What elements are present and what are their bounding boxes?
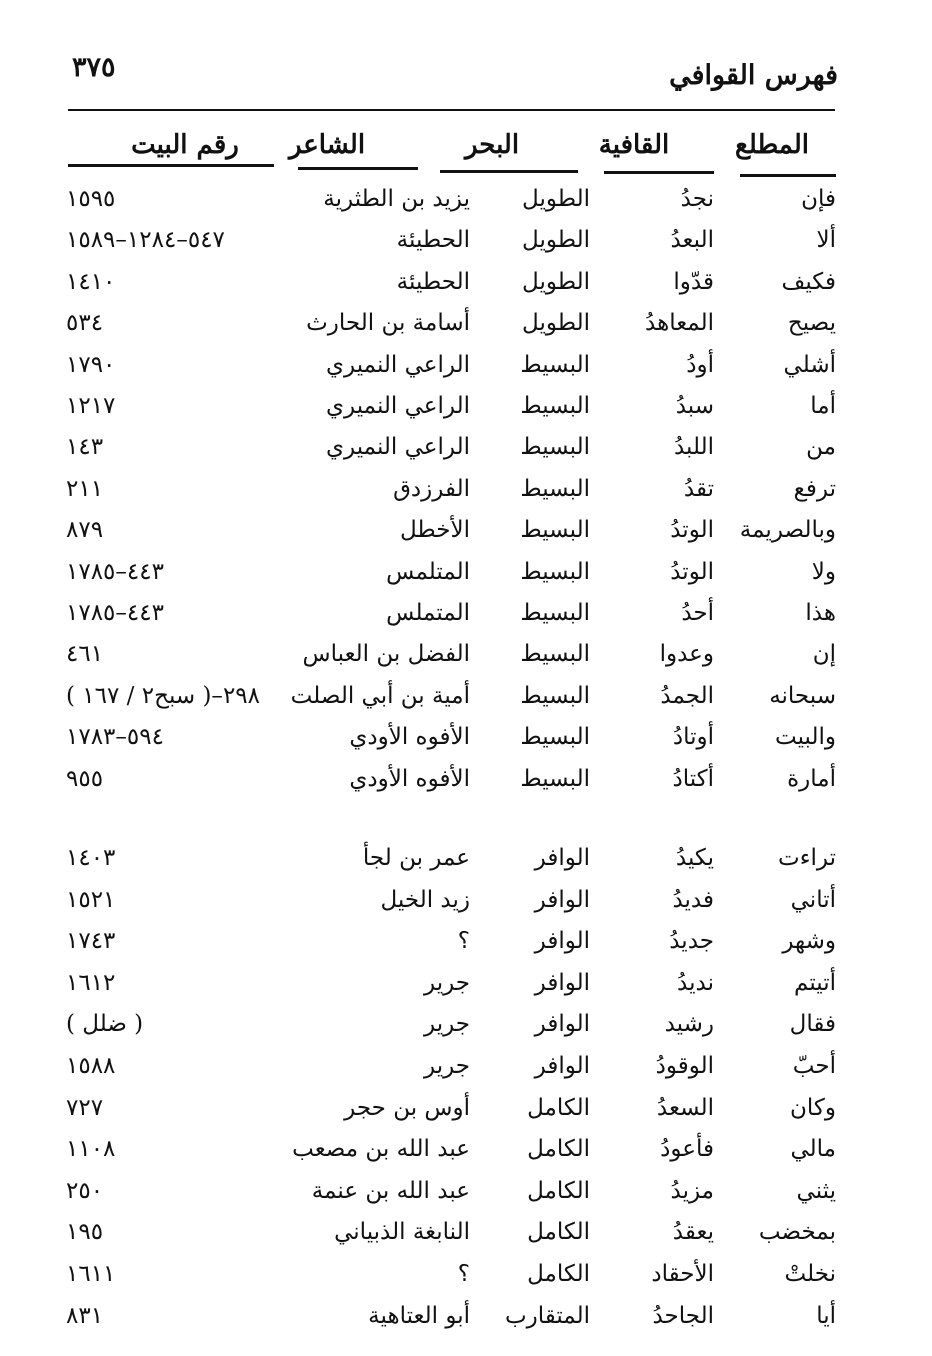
verse-number: ١٤١٠ <box>66 268 116 295</box>
index-row <box>0 476 932 516</box>
column-header-rhyme: القافية <box>598 130 670 160</box>
poet-name: الأفوه الأودي <box>349 765 470 792</box>
poet-name: عبد الله بن عنمة <box>311 1177 470 1204</box>
poet-name: أمية بن أبي الصلت <box>290 682 470 709</box>
opening-word: فقال <box>789 1011 836 1038</box>
rhyme-word: فأعودُ <box>660 1136 714 1163</box>
index-row <box>0 269 932 309</box>
column-header-verse-number: رقم البيت <box>131 130 239 160</box>
rhyme-word: رشيد <box>664 1011 714 1038</box>
index-row <box>0 559 932 599</box>
header-rule-meter <box>440 170 578 173</box>
opening-word: والبيت <box>775 724 836 751</box>
poet-name: الحطيئة <box>396 227 470 254</box>
poet-name: المتملس <box>386 600 470 626</box>
index-row <box>0 766 932 806</box>
meter-name: البسيط <box>520 600 590 626</box>
poet-name: الراعي النميري <box>326 434 470 461</box>
poet-name: الحطيئة <box>396 268 470 295</box>
rhyme-word: نجدُ <box>680 186 714 212</box>
meter-name: الطويل <box>522 227 590 254</box>
opening-word: ألا <box>816 227 836 254</box>
verse-number: ٥٩٤–١٧٨٣ <box>66 724 164 751</box>
opening-word: فإن <box>801 186 836 212</box>
verse-number: ٩٥٥ <box>66 765 104 792</box>
verse-number: ١٦١٢ <box>66 969 116 996</box>
rhyme-word: تقدُ <box>683 475 714 502</box>
meter-name: المتقارب <box>504 1302 590 1329</box>
rhyme-word: قدّوا <box>673 268 714 295</box>
rhyme-word: اللبدُ <box>673 434 714 461</box>
meter-name: الكامل <box>527 1261 590 1287</box>
poet-name: زيد الخيل <box>380 886 470 913</box>
meter-name: البسيط <box>520 724 590 751</box>
meter-name: الطويل <box>522 310 590 337</box>
verse-number: ٤٦١ <box>66 641 104 668</box>
poet-name: أبو العتاهية <box>368 1302 470 1329</box>
verse-number: ١٥٩٥ <box>66 186 116 212</box>
opening-word: أيا <box>816 1302 836 1329</box>
meter-name: البسيط <box>520 558 590 585</box>
poet-name: المتلمس <box>386 558 470 585</box>
meter-name: البسيط <box>520 641 590 668</box>
index-row <box>0 845 932 885</box>
rhyme-word: فديدُ <box>672 886 714 913</box>
index-row <box>0 887 932 927</box>
poet-name: جرير <box>424 1053 470 1079</box>
opening-word: سبحانه <box>769 682 836 709</box>
index-row <box>0 352 932 392</box>
verse-number: ٨٧٩ <box>66 517 104 544</box>
meter-name: البسيط <box>520 765 590 792</box>
meter-name: الكامل <box>527 1219 590 1246</box>
meter-name: الطويل <box>522 186 590 212</box>
meter-name: البسيط <box>520 351 590 378</box>
opening-word: مالي <box>790 1136 836 1163</box>
meter-name: البسيط <box>520 434 590 461</box>
verse-number: ١٦١١ <box>66 1261 116 1287</box>
verse-number: ٢١١ <box>66 475 104 502</box>
header-rule-poet <box>298 167 418 170</box>
opening-word: فكيف <box>781 268 836 295</box>
opening-word: أما <box>810 393 836 419</box>
rhyme-word: يعقدُ <box>672 1219 714 1246</box>
page-number: ٣٧٥ <box>72 52 116 83</box>
verse-number: ( ضلل ) <box>66 1011 144 1038</box>
index-row <box>0 683 932 723</box>
rhyme-word: السعدُ <box>656 1094 714 1121</box>
opening-word: أشلي <box>783 351 836 378</box>
poet-name: عمر بن لجأ <box>362 845 470 871</box>
verse-number: ١١٠٨ <box>66 1136 116 1163</box>
meter-name: الكامل <box>527 1094 590 1121</box>
verse-number: ١٤٣ <box>66 434 104 461</box>
rhyme-word: مزيدُ <box>670 1177 714 1204</box>
index-row <box>0 1136 932 1176</box>
header-rule-rhyme <box>604 171 714 174</box>
verse-number: ١٤٠٣ <box>66 845 116 871</box>
meter-name: البسيط <box>520 517 590 544</box>
index-row <box>0 186 932 226</box>
index-row <box>0 1178 932 1218</box>
meter-name: الكامل <box>527 1136 590 1163</box>
poet-name: جرير <box>424 969 470 996</box>
rhyme-word: يكيدُ <box>675 845 714 871</box>
index-row <box>0 1095 932 1135</box>
rhyme-word: وعدوا <box>659 641 714 668</box>
meter-name: الوافر <box>534 928 590 955</box>
opening-word: ولا <box>811 558 836 585</box>
top-rule <box>68 109 835 111</box>
index-row <box>0 1261 932 1301</box>
poet-name: الأخطل <box>399 517 470 544</box>
column-header-poet: الشاعر <box>288 130 366 160</box>
opening-word: يصيح <box>787 310 836 337</box>
verse-number: ٤٤٣–١٧٨٥ <box>66 600 164 626</box>
index-row <box>0 1053 932 1093</box>
poet-name: أسامة بن الحارث <box>306 310 470 337</box>
rhyme-word: سبدُ <box>675 393 714 419</box>
index-row <box>0 600 932 640</box>
index-row <box>0 724 932 764</box>
meter-name: الوافر <box>534 1011 590 1038</box>
poet-name: الفضل بن العباس <box>302 641 470 668</box>
rhyme-word: نديدُ <box>677 969 714 996</box>
verse-number: ٢٩٨–( سبح٢ / ١٦٧ ) <box>66 682 260 709</box>
rhyme-word: أكتادُ <box>672 765 714 792</box>
poet-name: الراعي النميري <box>326 351 470 378</box>
header-rule-opening <box>740 174 836 177</box>
opening-word: بمخضب <box>758 1219 836 1246</box>
index-row <box>0 641 932 681</box>
opening-word: من <box>806 434 836 461</box>
opening-word: إن <box>812 641 836 668</box>
meter-name: الكامل <box>527 1177 590 1204</box>
opening-word: نخلتْ <box>784 1261 836 1287</box>
verse-number: ٧٢٧ <box>66 1094 104 1121</box>
opening-word: أمارة <box>787 765 836 792</box>
rhyme-word: أحدُ <box>681 600 714 626</box>
meter-name: البسيط <box>520 475 590 502</box>
opening-word: أتيتم <box>794 969 836 996</box>
verse-number: ١٧٤٣ <box>66 928 116 955</box>
opening-word: يثني <box>796 1177 836 1204</box>
column-header-opening: المطلع <box>735 130 809 160</box>
poet-name: الراعي النميري <box>326 393 470 419</box>
opening-word: ترفع <box>793 475 836 502</box>
verse-number: ٥٣٤ <box>66 310 104 337</box>
poet-name: جرير <box>424 1011 470 1038</box>
poet-name: أوس بن حجر <box>344 1094 470 1121</box>
verse-number: ١٩٥ <box>66 1219 104 1246</box>
rhyme-word: الوتدُ <box>670 517 714 544</box>
index-row <box>0 1303 932 1343</box>
rhyme-word: الجاحدُ <box>652 1302 714 1329</box>
index-row <box>0 517 932 557</box>
rhyme-word: الوقودُ <box>655 1053 714 1079</box>
rhyme-word: البعدُ <box>670 227 714 254</box>
meter-name: الوافر <box>534 969 590 996</box>
poet-name: الأفوه الأودي <box>349 724 470 751</box>
meter-name: البسيط <box>520 682 590 709</box>
opening-word: وشهر <box>782 928 836 955</box>
index-row <box>0 1219 932 1259</box>
rhyme-word: أوتادُ <box>672 724 714 751</box>
verse-number: ١٢١٧ <box>66 393 116 419</box>
index-row <box>0 1011 932 1051</box>
index-row <box>0 434 932 474</box>
poet-name: يزيد بن الطثرية <box>323 186 470 212</box>
rhyme-word: الجمدُ <box>660 682 714 709</box>
running-title: فهرس القوافي <box>669 60 838 91</box>
verse-number: ١٧٩٠ <box>66 351 116 378</box>
opening-word: أحبّ <box>792 1053 836 1079</box>
meter-name: الوافر <box>534 886 590 913</box>
poet-name: عبد الله بن مصعب <box>292 1136 470 1163</box>
index-row <box>0 970 932 1010</box>
poet-name: ؟ <box>457 928 470 955</box>
verse-number: ٤٤٣–١٧٨٥ <box>66 558 164 585</box>
rhyme-word: أودُ <box>686 351 714 378</box>
verse-number: ١٥٨٨ <box>66 1053 116 1079</box>
verse-number: ٥٤٧–١٢٨٤–١٥٨٩ <box>66 227 225 254</box>
rhyme-word: جديدُ <box>669 928 714 955</box>
rhyme-word: الوتدُ <box>670 558 714 585</box>
meter-name: الطويل <box>522 268 590 295</box>
verse-number: ٢٥٠ <box>66 1177 104 1204</box>
index-row <box>0 928 932 968</box>
rhyme-word: الأحقاد <box>651 1261 714 1287</box>
opening-word: أتاني <box>790 886 836 913</box>
poet-name: النابغة الذبياني <box>334 1219 470 1246</box>
meter-name: الوافر <box>534 1053 590 1079</box>
index-row <box>0 393 932 433</box>
header-rule-verse-number <box>68 164 274 167</box>
opening-word: وبالصريمة <box>739 517 836 544</box>
meter-name: البسيط <box>520 393 590 419</box>
verse-number: ٨٣١ <box>66 1302 104 1329</box>
index-row <box>0 310 932 350</box>
opening-word: هذا <box>805 600 836 626</box>
verse-number: ١٥٢١ <box>66 886 116 913</box>
index-row <box>0 227 932 267</box>
column-header-meter: البحر <box>464 130 520 160</box>
opening-word: وكان <box>790 1094 836 1121</box>
rhyme-word: المعاهدُ <box>645 310 714 337</box>
meter-name: الوافر <box>534 845 590 871</box>
poet-name: الفرزدق <box>393 475 470 502</box>
poet-name: ؟ <box>457 1261 470 1287</box>
opening-word: تراءت <box>778 845 836 871</box>
